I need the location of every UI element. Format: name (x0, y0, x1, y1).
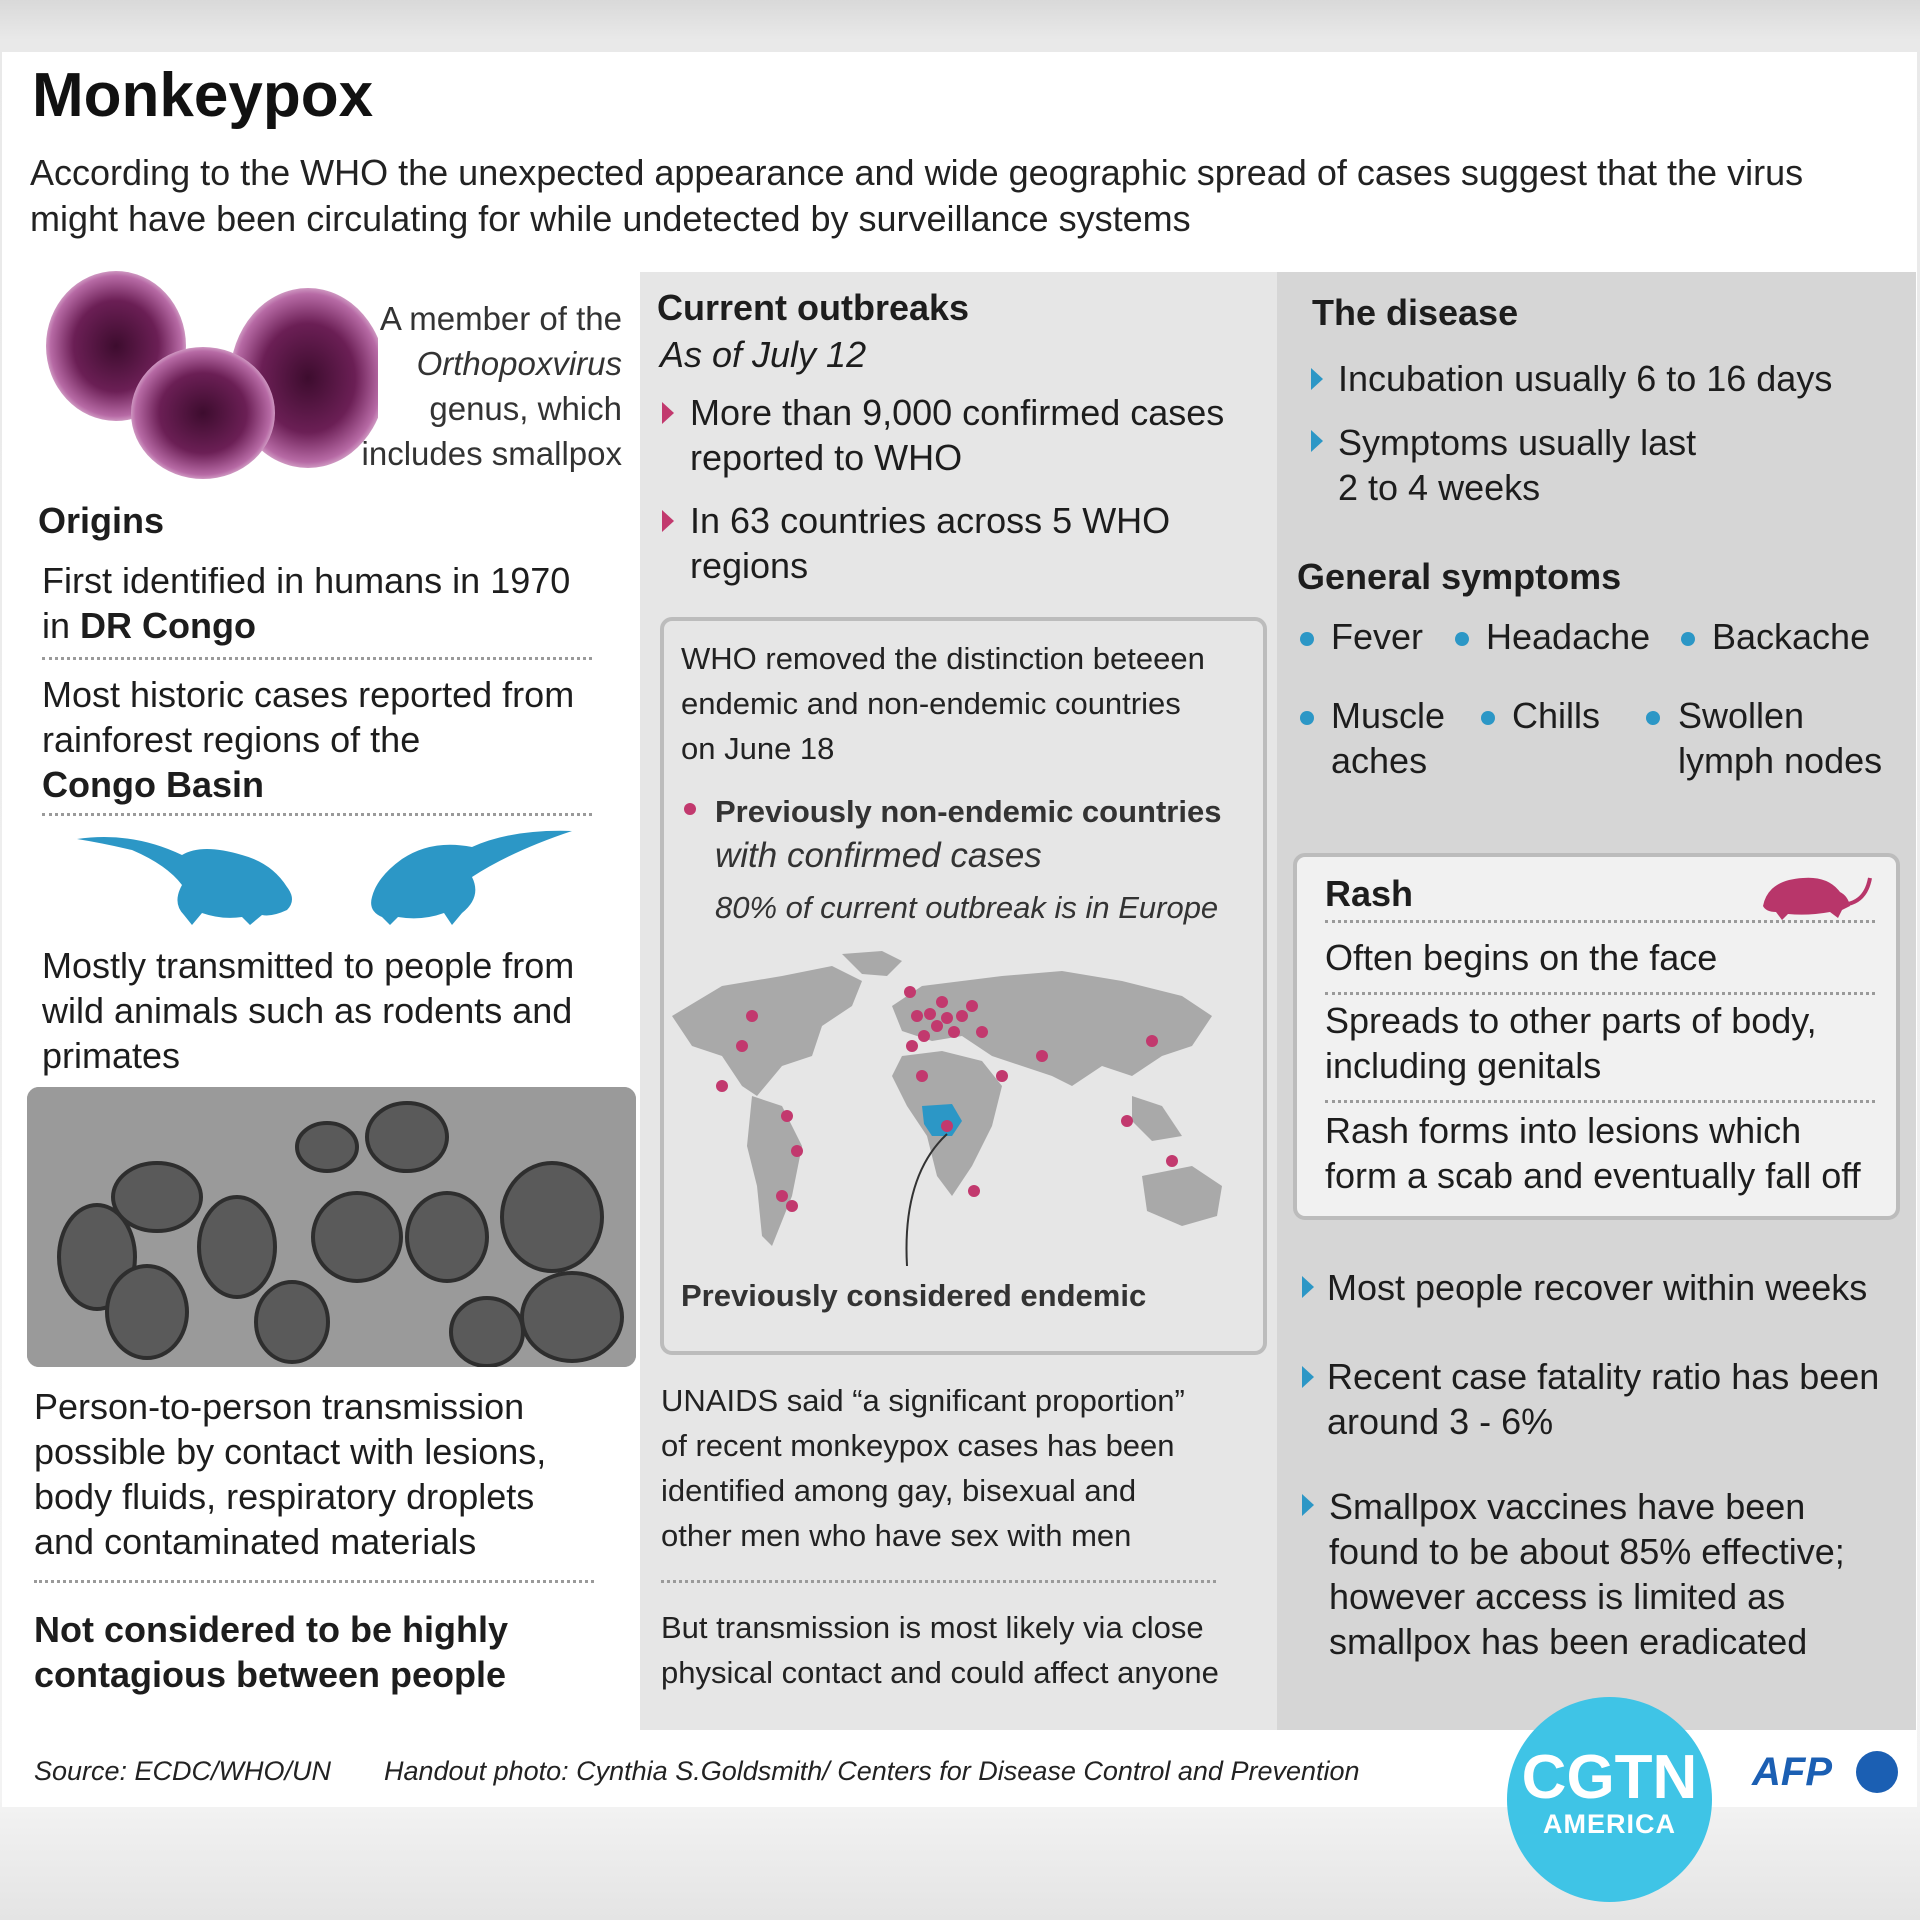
origins-line: Most historic cases reported from (42, 674, 575, 715)
vaccine-line: however access is limited as (1329, 1576, 1786, 1617)
bullet-marker (1302, 1494, 1314, 1521)
endemic-label: Previously considered endemic (681, 1278, 1147, 1313)
cgtn-subtitle: AMERICA (1543, 1809, 1676, 1839)
symptom-backache: Backache (1712, 616, 1871, 657)
rash-line: form a scab and eventually fall off (1325, 1155, 1861, 1196)
bullet-line: More than 9,000 confirmed cases (690, 392, 1225, 433)
bullet-line: regions (690, 545, 809, 586)
contagion-line: Not considered to be highly (34, 1609, 509, 1650)
vaccine-line: Smallpox vaccines have been (1329, 1486, 1806, 1527)
intro-text: According to the WHO the unexpected appearance and wide geographic spread of cases suggest that the virus might have been circulating for while undetected by surveillance systems (30, 152, 1804, 239)
caption-line: A member of the (379, 300, 622, 337)
divider (1325, 1100, 1875, 1103)
world-map (662, 946, 1262, 1271)
microscope-photo (27, 1087, 636, 1367)
legend-line: with confirmed cases (715, 836, 1042, 875)
symptom-line: lymph nodes (1678, 740, 1883, 781)
symptom-line: aches (1331, 740, 1428, 781)
rash-face: Often begins on the face (1325, 937, 1718, 978)
rodents-illustration (72, 825, 582, 940)
origins-line: First identified in humans in 1970 (42, 560, 571, 601)
symptoms-duration (1338, 420, 1696, 510)
rash-line: Spreads to other parts of body, (1325, 1000, 1817, 1041)
vaccine-text (1329, 1484, 1845, 1664)
symptom-bullet (1481, 711, 1495, 725)
transmission-line: primates (42, 1035, 181, 1076)
vaccine-line: smallpox has been eradicated (1329, 1621, 1808, 1662)
person-transmission (34, 1384, 546, 1564)
source-credit: Source: ECDC/WHO/UN (34, 1756, 332, 1786)
origins-line (42, 603, 570, 648)
page-title: Monkeypox (32, 61, 374, 130)
rash-spread (1325, 998, 1817, 1088)
virus-illustration (38, 268, 378, 480)
transmission-line: Mostly transmitted to people from (42, 945, 575, 986)
divider (1325, 992, 1875, 995)
origins-item-1 (42, 558, 570, 648)
unaids-line: UNAIDS said “a significant proportion” (661, 1383, 1185, 1418)
divider (661, 1580, 1216, 1583)
photo-credit: Handout photo: Cynthia S.Goldsmith/ Centers for Disease Control and Prevention (384, 1756, 1360, 1786)
duration-line: 2 to 4 weeks (1338, 467, 1541, 508)
symptom-line: Swollen (1678, 695, 1805, 736)
caption-line: includes smallpox (361, 435, 622, 472)
divider (1325, 920, 1875, 923)
symptom-bullet (1300, 711, 1314, 725)
cgtn-logo (1507, 1697, 1712, 1902)
caption-line: Orthopoxvirus (416, 345, 622, 382)
rodent-icon (1758, 866, 1878, 927)
divider (42, 813, 592, 816)
person-line: and contaminated materials (34, 1521, 477, 1562)
contagion-line: contagious between people (34, 1654, 507, 1695)
origins-line: rainforest regions of the (42, 719, 421, 760)
symptom-swollen-nodes (1678, 693, 1882, 783)
contact-line: physical contact and could affect anyone (661, 1655, 1219, 1690)
transmission-animals (42, 943, 574, 1078)
origins-text: in (42, 605, 81, 646)
note-line: on June 18 (681, 731, 835, 766)
europe-note: 80% of current outbreak is in Europe (715, 890, 1219, 925)
vaccine-line: found to be about 85% effective; (1329, 1531, 1845, 1572)
duration-line: Symptoms usually last (1338, 422, 1697, 463)
bullet-marker (1302, 1366, 1314, 1393)
bullet-marker (662, 402, 674, 429)
recovery-text: Most people recover within weeks (1327, 1267, 1868, 1308)
bullet-marker (662, 510, 674, 537)
transmission-line: wild animals such as rodents and (42, 990, 573, 1031)
symptom-muscle-aches (1331, 693, 1445, 783)
rash-heading: Rash (1325, 873, 1414, 914)
cgtn-wordmark: CGTN (1521, 1743, 1698, 1812)
orthopox-caption (362, 296, 622, 476)
symptom-bullet (1455, 632, 1469, 646)
person-line: possible by contact with lesions, (34, 1431, 547, 1472)
map-legend (715, 790, 1221, 878)
symptom-line: Muscle (1331, 695, 1446, 736)
divider (42, 657, 592, 660)
bullet-line: reported to WHO (690, 437, 963, 478)
disease-heading: The disease (1312, 292, 1519, 333)
outbreak-bullet-countries (690, 498, 1170, 588)
legend-pink-dot (684, 803, 696, 815)
general-symptoms-heading: General symptoms (1297, 556, 1622, 597)
symptom-headache: Headache (1486, 616, 1651, 657)
unaids-note (661, 1378, 1185, 1558)
divider (34, 1580, 594, 1583)
origins-heading: Origins (38, 500, 165, 541)
unaids-line: other men who have sex with men (661, 1518, 1132, 1553)
outbreaks-heading: Current outbreaks (657, 287, 970, 328)
outbreak-bullet-cases (690, 390, 1224, 480)
bullet-marker (1311, 430, 1323, 457)
rash-line: Rash forms into lesions which (1325, 1110, 1802, 1151)
contact-line: But transmission is most likely via close (661, 1610, 1204, 1645)
unaids-line: identified among gay, bisexual and (661, 1473, 1137, 1508)
fatality-line: around 3 - 6% (1327, 1401, 1554, 1442)
contact-note (661, 1605, 1219, 1695)
symptom-fever: Fever (1331, 616, 1424, 657)
legend-line: Previously non-endemic countries (715, 794, 1222, 829)
fatality-line: Recent case fatality ratio has been (1327, 1356, 1880, 1397)
afp-logo-dot (1856, 1751, 1898, 1793)
incubation-text: Incubation usually 6 to 16 days (1338, 358, 1833, 399)
afp-logo: AFP (1752, 1750, 1832, 1794)
bullet-marker (1302, 1276, 1314, 1303)
origins-country: DR Congo (80, 605, 256, 646)
rash-lesions (1325, 1108, 1861, 1198)
rash-line: including genitals (1325, 1045, 1602, 1086)
person-line: body fluids, respiratory droplets (34, 1476, 535, 1517)
unaids-line: of recent monkeypox cases has been (661, 1428, 1175, 1463)
fatality-text (1327, 1354, 1879, 1444)
symptom-bullet (1300, 632, 1314, 646)
symptom-bullet (1681, 632, 1695, 646)
symptom-bullet (1646, 711, 1660, 725)
caption-line: genus, which (429, 390, 622, 427)
note-line: WHO removed the distinction beteeen (681, 641, 1205, 676)
origins-line: Congo Basin (42, 764, 264, 805)
symptom-chills: Chills (1512, 695, 1601, 736)
note-line: endemic and non-endemic countries (681, 686, 1181, 721)
origins-item-2 (42, 672, 574, 807)
contagion-note (34, 1607, 508, 1697)
who-distinction-note (681, 636, 1205, 771)
bullet-line: In 63 countries across 5 WHO (690, 500, 1171, 541)
person-line: Person-to-person transmission (34, 1386, 525, 1427)
bullet-marker (1311, 368, 1323, 395)
outbreaks-date: As of July 12 (660, 334, 867, 375)
